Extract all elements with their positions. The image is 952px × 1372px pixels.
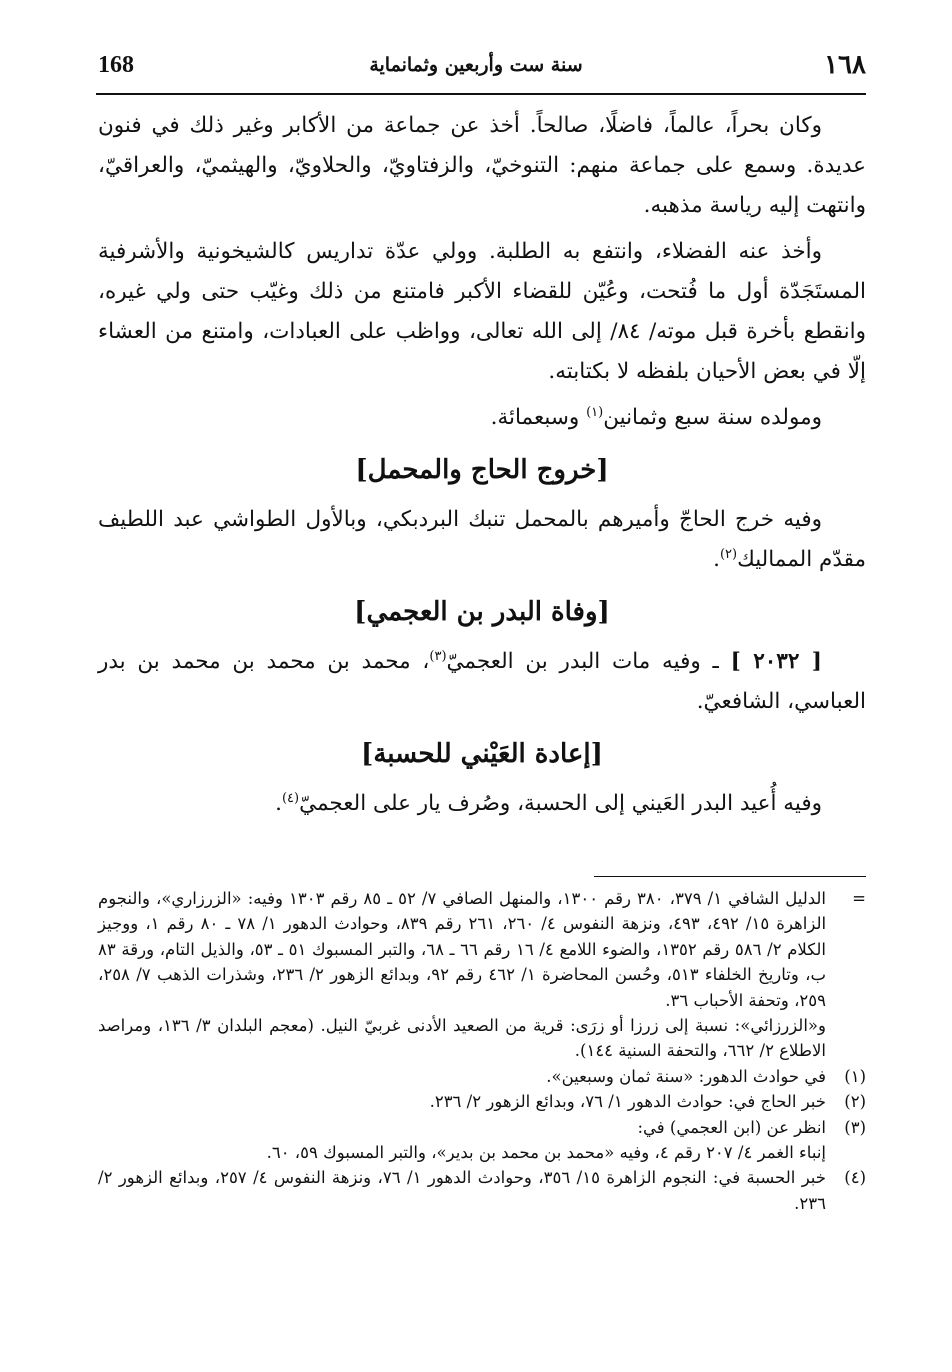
- running-title: سنة ست وأربعين وثمانماية: [369, 54, 583, 76]
- footnote-ref-1: (١): [586, 404, 604, 420]
- footnote-line: الدليل الشافي ١/ ٣٧٩، ٣٨٠ رقم ١٣٠٠، والمنهل الصافي ٧/ ٥٢ ـ ٨٥ رقم ١٣٠٣ وفيه: «الزرزاري»، والنجوم الزاهرة ١٥/ ٤٩٢، ٤٩٣، ونزهة النفوس ٤/ ٢٦٠، ٢٦١ رقم ٨٣٩، وحوادث الدهور ١/ ٧٨ ـ ٨٠ رقم ١، ووجيز الكلام ٢/ ٥٨٦ رقم ١٣٥٢، والضوء اللامع ٤/ ١٦ رقم ٦٦ ـ ٦٨، والتبر المسبوك ٥١ ـ ٥٣، والذيل التام، ورقة ٨٣ ب، وتاريخ الخلفاء ٥١٣، وحُسن المحاضرة ١/ ٤٦٢ رقم ٩٢، وبدائع الزهور ٢/ ٢٣٦، وشذرات الذهب ٧/ ٢٥٨، ٢٥٩، وتحفة الأحباب ٣٦.: [98, 889, 827, 1010]
- footnote-continued: [98, 886, 866, 1064]
- footnote-line: و«الزرزائي»: نسبة إلى زرزا أو زرَى: قرية من الصعيد الأدنى غربيّ النيل. (معجم البلدان ٣/ ١٣٦، ومراصد الاطلاع ٢/ ٦٦٢، والتحفة السنية ١٤٤).: [98, 1016, 826, 1061]
- footnote-ref-2: (٢): [719, 546, 738, 562]
- footnote-ref-4: (٤): [281, 790, 300, 806]
- footnote-ref-3: (٣): [429, 648, 447, 664]
- footnote-4: [98, 1165, 866, 1216]
- paragraph-hisba-text: وفيه أُعيد البدر العَيني إلى الحسبة، وصُرف يار على العجميّ: [299, 791, 822, 816]
- paragraph-hisba: [98, 784, 866, 824]
- footnote-mark: =: [852, 889, 866, 908]
- footnote-1: [98, 1064, 866, 1089]
- paragraph-hisba-end: .: [275, 791, 282, 816]
- footnote-mark: (١): [844, 1066, 866, 1086]
- paragraph-biography: وكان بحراً، عالماً، فاضلًا، صالحاً. أخذ عن جماعة من الأكابر وغير ذلك في فنون عديدة. وسمع على جماعة منهم: التنوخيّ، والزفتاويّ، والحلاويّ، والهيثميّ، والعراقيّ، وانتهت إليه رياسة مذهبه.: [98, 113, 866, 218]
- paragraph-pilgrimage-end: .: [713, 547, 720, 572]
- paragraph-pilgrimage-text: وفيه خرج الحاجّ وأميرهم بالمحمل تنبك البردبكي، وبالأول الطواشي عبد اللطيف مقدّم المماليك: [98, 507, 866, 572]
- heading-hisba: [إعادة العَيْني للحسبة]: [361, 739, 603, 769]
- page-number-latin: 168: [98, 52, 134, 78]
- entry-number: [ ٢٠٣٢ ]: [730, 649, 822, 674]
- footnote-line: خبر الحسبة في: النجوم الزاهرة ١٥/ ٣٥٦، وحوادث الدهور ١/ ٧٦، ونزهة النفوس ٤/ ٢٥٧، وبدائع الزهور ٢/ ٢٣٦.: [98, 1168, 826, 1213]
- footnote-mark: (٣): [844, 1117, 866, 1137]
- footnote-line: في حوادث الدهور: «سنة ثمان وسبعين».: [546, 1066, 826, 1086]
- paragraph-death-end: ، محمد بن محمد بن محمد بن بدر العباسي، الشافعيّ.: [98, 649, 866, 714]
- heading-death-ibn-ajami: [وفاة البدر بن العجمي]: [354, 597, 610, 627]
- paragraph-death: [98, 642, 866, 722]
- paragraph-pilgrimage: [98, 500, 866, 580]
- footnotes: [98, 886, 866, 1216]
- header-rule: [96, 93, 866, 95]
- footnote-mark: (٤): [844, 1168, 866, 1188]
- footnote-rule: [594, 876, 866, 877]
- footnote-line: خبر الحاج في: حوادث الدهور ١/ ٧٦، وبدائع الزهور ٢/ ٢٣٦.: [429, 1092, 826, 1112]
- footnote-3: [98, 1115, 866, 1166]
- paragraph-birth: [98, 398, 866, 438]
- footnote-line: إنباء الغمر ٤/ ٢٠٧ رقم ٤، وفيه «محمد بن محمد بن بدير»، والتبر المسبوك ٥٩، ٦٠.: [266, 1143, 826, 1163]
- footnote-mark: (٢): [844, 1092, 866, 1112]
- paragraph-birth-text: ومولده سنة سبع وثمانين: [603, 405, 822, 430]
- paragraph-birth-end: وسبعمائة.: [490, 405, 587, 430]
- paragraph-career: وأخذ عنه الفضلاء، وانتفع به الطلبة. وولي عدّة تداريس كالشيخونية والأشرفية المستَجَدّة أول ما فُتحت، وعُيّن للقضاء الأكبر فامتنع من ذلك وغيّب حتى ولي غيره، وانقطع بأخرة قبل موته/ ٨٤/ إلى الله تعالى، وواظب على العبادات، وامتنع من العشاء إلّا في بعض الأحيان بلفظه لا بكتابته.: [98, 239, 866, 384]
- main-text: [98, 106, 866, 830]
- footnote-line: انظر عن (ابن العجمي) في:: [637, 1117, 826, 1137]
- heading-pilgrimage: [خروج الحاج والمحمل]: [355, 455, 609, 485]
- footnote-2: [98, 1089, 866, 1114]
- page-number-arabic: ١٦٨: [824, 50, 866, 80]
- paragraph-death-text: ـ وفيه مات البدر بن العجميّ: [446, 649, 731, 674]
